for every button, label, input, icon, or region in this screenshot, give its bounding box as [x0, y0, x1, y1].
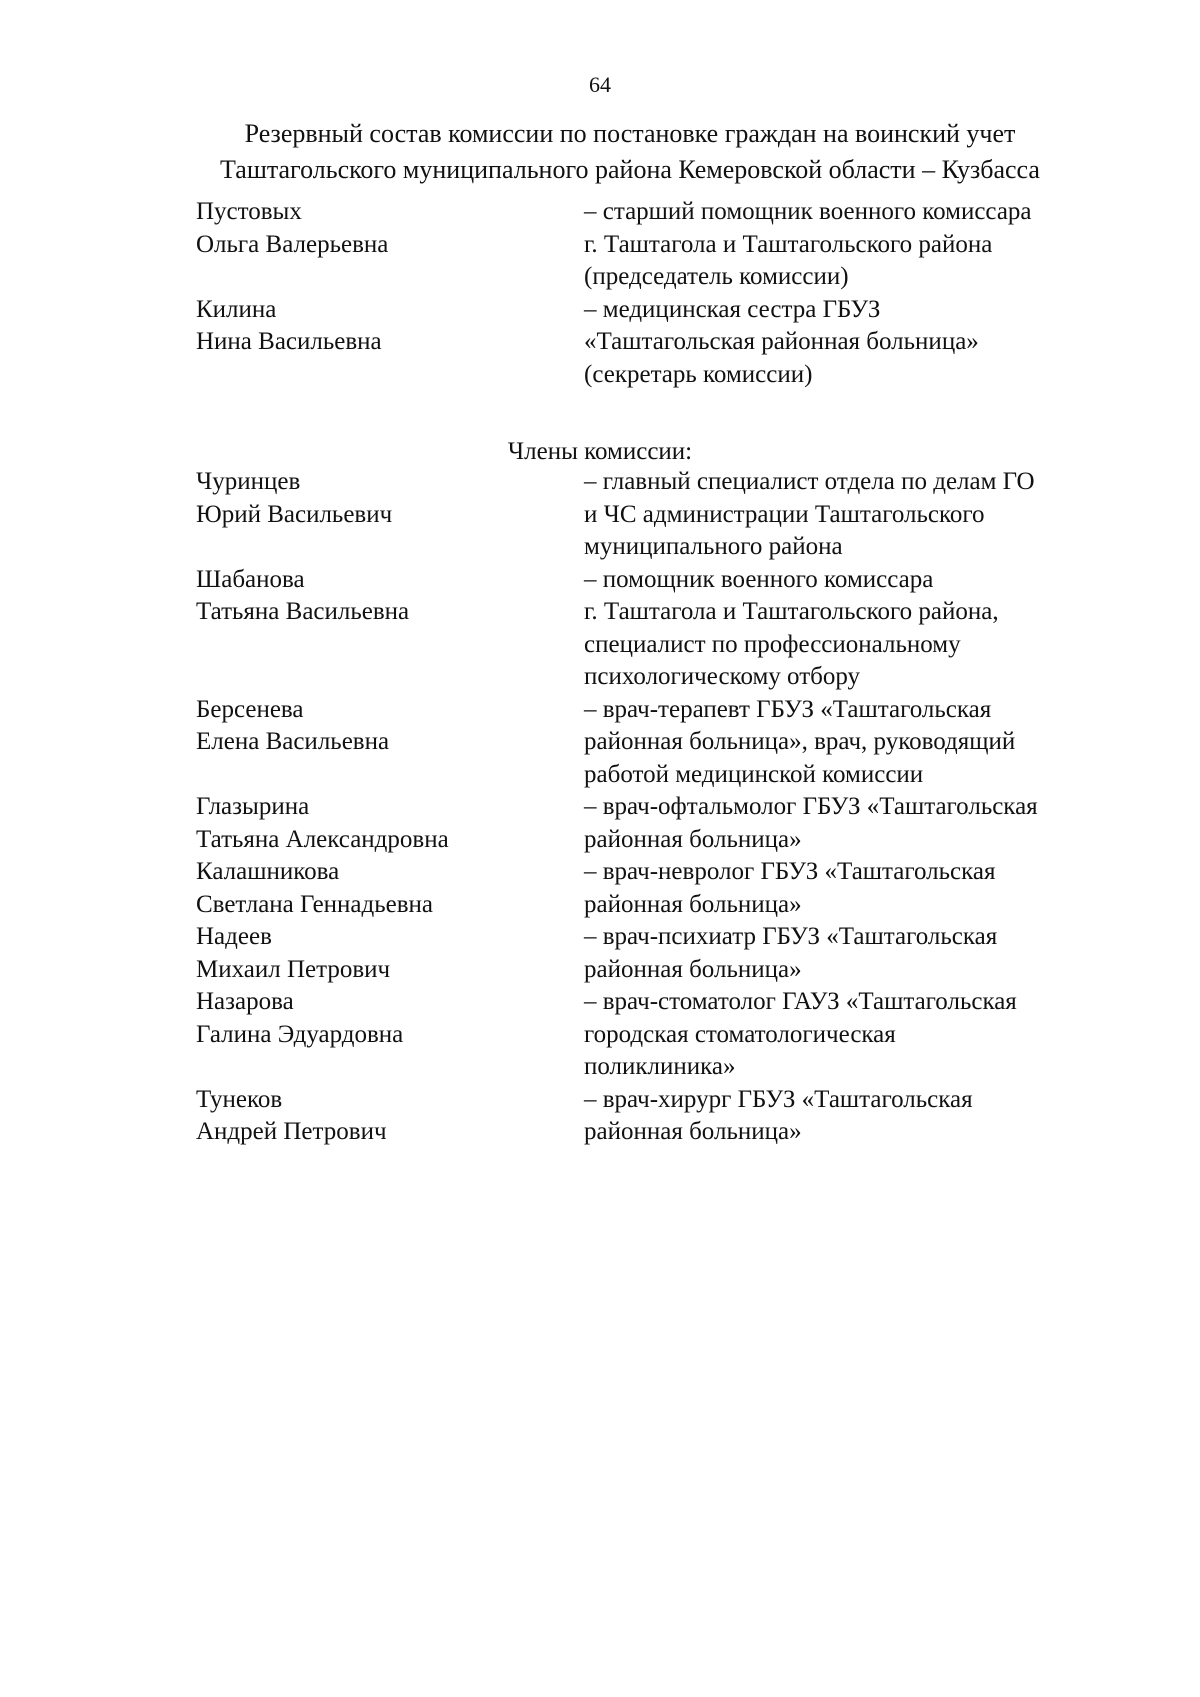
role-line: – врач-терапевт ГБУЗ «Таштагольская [584, 695, 992, 723]
person-role [584, 466, 1136, 564]
person-role [584, 694, 1136, 792]
role-line: районная больница» [584, 1118, 802, 1145]
person-name [196, 466, 584, 564]
person-surname: Пустовых [196, 198, 302, 225]
person-role [584, 921, 1136, 986]
role-line: «Таштагольская районная больница» [584, 328, 979, 355]
person-surname: Килина [196, 295, 277, 323]
role-line: – врач-невролог ГБУЗ «Таштагольская [584, 858, 996, 885]
person-role [584, 856, 1136, 921]
person-surname: Чуринцев [196, 468, 301, 495]
person-role [584, 791, 1136, 856]
person-name [196, 294, 584, 392]
role-line: – врач-психиатр ГБУЗ «Таштагольская [584, 923, 998, 950]
person-entry [196, 986, 1136, 1084]
role-line: и ЧС администрации Таштагольского [584, 500, 985, 528]
role-line: районная больница» [584, 955, 802, 983]
role-line: (секретарь комиссии) [584, 360, 813, 388]
person-given-names: Елена Васильевна [196, 728, 390, 755]
members-list [196, 466, 1136, 1149]
person-role [584, 196, 1136, 294]
title-line-1: Резервный состав комиссии по постановке граждан на воинский учет [244, 119, 1016, 148]
person-given-names: Юрий Васильевич [196, 500, 393, 528]
person-role [584, 986, 1136, 1084]
person-entry [196, 694, 1136, 792]
person-name [196, 564, 584, 694]
role-line: работой медицинской комиссии [584, 760, 924, 788]
person-surname: Шабанова [196, 565, 305, 593]
person-given-names: Ольга Валерьевна [196, 230, 389, 258]
document-title [150, 116, 1110, 188]
person-role [584, 1084, 1136, 1149]
role-line: – врач-офтальмолог ГБУЗ «Таштагольская [584, 793, 1038, 820]
person-entry [196, 921, 1136, 986]
person-given-names: Андрей Петрович [196, 1118, 387, 1145]
person-name [196, 1084, 584, 1149]
role-line: – помощник военного комиссара [584, 565, 934, 593]
person-name [196, 791, 584, 856]
role-line: психологическому отбору [584, 663, 861, 690]
person-role [584, 294, 1136, 392]
person-given-names: Галина Эдуардовна [196, 1020, 404, 1048]
person-surname: Берсенева [196, 695, 304, 723]
role-line: муниципального района [584, 533, 843, 560]
role-line: (председатель комиссии) [584, 263, 849, 290]
person-surname: Тунеков [196, 1085, 283, 1113]
person-surname: Надеев [196, 923, 272, 950]
person-given-names: Татьяна Александровна [196, 825, 449, 853]
title-line-2: Таштагольского муниципального района Кемеровской области – Кузбасса [220, 155, 1040, 184]
person-entry [196, 466, 1136, 564]
role-line: районная больница», врач, руководящий [584, 728, 1016, 755]
person-entry [196, 791, 1136, 856]
person-given-names: Татьяна Васильевна [196, 598, 410, 625]
person-given-names: Нина Васильевна [196, 328, 382, 355]
members-heading: Члены комиссии: [507, 438, 693, 465]
role-line: – главный специалист отдела по делам ГО [584, 468, 1035, 495]
person-entry [196, 294, 1136, 392]
person-entry [196, 856, 1136, 921]
role-line: г. Таштагола и Таштагольского района [584, 230, 993, 258]
role-line: поликлиника» [584, 1053, 736, 1080]
role-line: районная больница» [584, 825, 802, 853]
role-line: – врач-стоматолог ГАУЗ «Таштагольская [584, 988, 1017, 1015]
role-line: г. Таштагола и Таштагольского района, [584, 598, 999, 625]
person-surname: Глазырина [196, 793, 310, 820]
person-name [196, 694, 584, 792]
role-line: – старший помощник военного комиссара [584, 198, 1032, 225]
person-given-names: Светлана Геннадьевна [196, 890, 434, 918]
leaders-list [196, 196, 1136, 391]
person-name [196, 856, 584, 921]
role-line: районная больница» [584, 890, 802, 918]
person-entry [196, 564, 1136, 694]
person-name [196, 986, 584, 1084]
person-given-names: Михаил Петрович [196, 955, 391, 983]
role-line: – медицинская сестра ГБУЗ [584, 295, 881, 323]
person-surname: Калашникова [196, 858, 340, 885]
role-line: специалист по профессиональному [584, 630, 961, 658]
role-line: городская стоматологическая [584, 1020, 896, 1048]
person-name [196, 196, 584, 294]
person-surname: Назарова [196, 988, 294, 1015]
page-number: 64 [589, 72, 611, 97]
person-role [584, 564, 1136, 694]
person-entry [196, 1084, 1136, 1149]
person-name [196, 921, 584, 986]
person-entry [196, 196, 1136, 294]
role-line: – врач-хирург ГБУЗ «Таштагольская [584, 1085, 973, 1113]
